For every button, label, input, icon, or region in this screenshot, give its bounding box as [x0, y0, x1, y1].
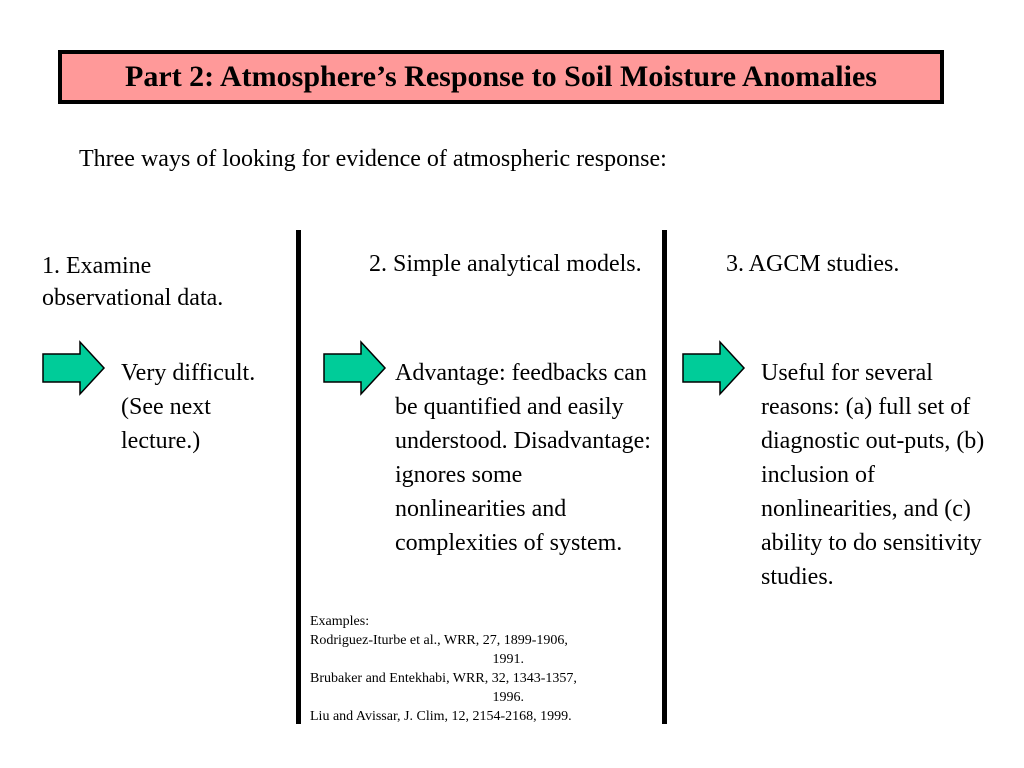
reference-text: Rodriguez-Iturbe et al., WRR, 27, 1899-1906,: [310, 633, 568, 648]
examples-references: [310, 612, 660, 726]
reference-item: [310, 669, 660, 707]
column-divider-1: [296, 230, 301, 724]
column-1-heading: 1. Examine observational data.: [42, 253, 224, 311]
slide-title-text: Part 2: Atmosphere’s Response to Soil Moisture Anomalies: [125, 60, 877, 93]
reference-text: Liu and Avissar, J. Clim, 12, 2154-2168, 1999.: [310, 709, 572, 724]
column-2-heading: 2. Simple analytical models.: [369, 251, 642, 277]
column-divider-2: [662, 230, 667, 724]
slide-subtitle: Three ways of looking for evidence of atmospheric response:: [79, 146, 667, 172]
reference-text: Brubaker and Entekhabi, WRR, 32, 1343-1357,: [310, 671, 577, 686]
reference-item: [310, 707, 660, 726]
column-3-heading: 3. AGCM studies.: [726, 251, 900, 277]
examples-label: Examples:: [310, 614, 370, 629]
reference-year: 1991.: [492, 652, 524, 667]
right-arrow-icon: [682, 340, 746, 396]
right-arrow-icon: [42, 340, 106, 396]
reference-year: 1996.: [492, 690, 524, 705]
reference-item: [310, 631, 660, 669]
column-3-body: Useful for several reasons: (a) full set of diagnostic out-puts, (b) inclusion of nonlinearities, and (c) ability to do sensitivity studies.: [761, 360, 985, 590]
column-2-body: Advantage: feedbacks can be quantified and easily understood. Disadvantage: ignores some nonlinearities and complexities of system.: [395, 360, 651, 556]
right-arrow-icon: [323, 340, 387, 396]
slide-title: [58, 50, 944, 104]
column-1-body: Very difficult. (See next lecture.): [121, 360, 256, 454]
